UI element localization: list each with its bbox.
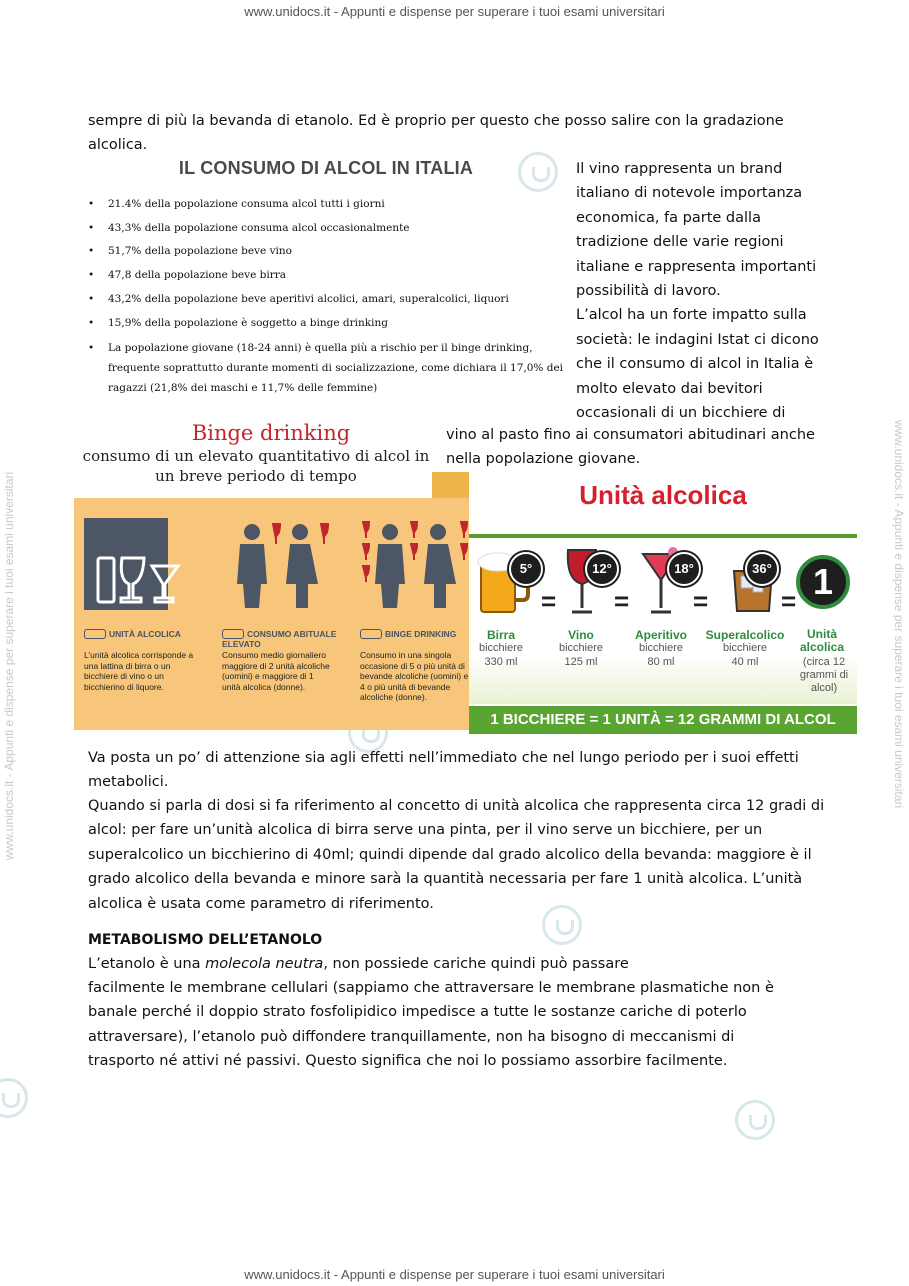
side-column-text-wide xyxy=(446,423,866,472)
list-item: • 43,2% della popolazione beve aperitivi alcolici, amari, superalcolici, liquori xyxy=(108,288,564,312)
unidocs-logo-icon xyxy=(735,1100,775,1140)
text-line: che il consumo di alcol in Italia è xyxy=(576,356,814,373)
degree-badge: 12° xyxy=(585,552,619,586)
right-side-watermark: www.unidocs.it - Appunti e dispense per superare i tuoi esami universitari xyxy=(892,420,906,809)
drink-capacity: bicchiere 40 ml xyxy=(722,642,768,668)
people-drinks-icon xyxy=(222,518,334,610)
binge-heading: CONSUMO ABITUALE ELEVATO xyxy=(222,629,337,649)
text-line: italiane e rappresenta importanti xyxy=(576,258,817,275)
text-line: italiano di notevole importanza xyxy=(576,185,803,202)
binge-column-consumo xyxy=(212,498,337,730)
text-line: molto elevato dai bevitori xyxy=(576,380,763,397)
intro-paragraph: sempre di più la bevanda di etanolo. Ed è proprio per questo che posso salire con la gradazione alcolica. xyxy=(88,113,784,154)
text-line: occasionali di un bicchiere di xyxy=(576,405,786,422)
degree-badge: 5° xyxy=(509,552,543,586)
body-paragraph: L’etanolo è una molecola neutra, non possiede cariche quindi può passare xyxy=(88,956,629,972)
side-column-text xyxy=(576,157,876,425)
binge-panel xyxy=(74,498,469,730)
drink-name: Aperitivo xyxy=(634,628,687,642)
consumo-title: IL CONSUMO DI ALCOL IN ITALIA xyxy=(178,158,474,178)
consumo-list xyxy=(88,193,564,398)
text-line: possibilità di lavoro. xyxy=(576,283,721,300)
drink-capacity: bicchiere 80 ml xyxy=(638,642,684,668)
list-item: • 15,9% della popolazione è soggetto a binge drinking xyxy=(108,312,564,336)
list-item: • La popolazione giovane (18-24 anni) è quella più a rischio per il binge drinking, frequente soprattutto durante momenti di socializzazione, come dichiara il 17,0% dei ragazzi (21,8% dei maschi e 11,7% delle femmine) xyxy=(108,335,564,398)
text-line: vino al pasto fino ai consumatori abitudinari anche xyxy=(446,427,815,443)
glasses-icon xyxy=(84,518,196,610)
one-unit-value: 1 xyxy=(812,561,834,602)
binge-heading: UNITÀ ALCOLICA xyxy=(84,629,181,639)
list-item: • 47,8 della popolazione beve birra xyxy=(108,264,564,288)
list-item: • 43,3% della popolazione consuma alcol occasionalmente xyxy=(108,217,564,241)
text-line: economica, fa parte dalla xyxy=(576,209,761,226)
consumo-alcol-figure xyxy=(88,158,564,408)
section-heading: METABOLISMO DELL’ETANOLO xyxy=(88,932,323,948)
binge-body: Consumo medio giornaliero maggiore di 2 unità alcoliche (uomini) e maggiore di 1 unità alcolica (donne). xyxy=(222,650,330,692)
footer-watermark: www.unidocs.it - Appunti e dispense per superare i tuoi esami universitari xyxy=(244,1267,665,1282)
list-item: • 21.4% della popolazione consuma alcol tutti i giorni xyxy=(108,193,564,217)
left-side-watermark: www.unidocs.it - Appunti e dispense per superare i tuoi esami universitari xyxy=(2,471,16,860)
binge-heading: BINGE DRINKING xyxy=(360,629,456,639)
text-line: società: le indagini Istat ci dicono xyxy=(576,331,819,348)
text-line: L’alcol ha un forte impatto sulla xyxy=(576,307,807,324)
list-item: • 51,7% della popolazione beve vino xyxy=(108,240,564,264)
binge-body: L’unità alcolica corrisponde a una lattina di birra o un bicchiere di vino o un bicchierino di liquore. xyxy=(84,650,194,692)
equals-sign: = xyxy=(693,586,709,616)
drink-capacity: bicchiere 125 ml xyxy=(558,642,604,668)
binge-body: Consumo in una singola occasione di 5 o più unità di bevande alcoliche (uomini) e 4 o più unità di bevande alcoliche (donne). xyxy=(360,650,469,702)
equals-sign: = xyxy=(541,586,557,616)
people-many-drinks-icon xyxy=(360,518,472,610)
binge-title: Binge drinking xyxy=(191,421,351,445)
text-line: Il vino rappresenta un brand xyxy=(576,161,783,177)
binge-subtitle: consumo di un elevato quantitativo di alcol in un breve periodo di tempo xyxy=(82,447,430,485)
unita-title: Unità alcolica xyxy=(579,480,747,510)
result-name: Unità alcolica xyxy=(799,627,845,654)
header-watermark: www.unidocs.it - Appunti e dispense per superare i tuoi esami universitari xyxy=(244,4,665,19)
body-paragraph: facilmente le membrane cellulari (sappiamo che attraversare le membrane plasmatiche non è banale perché il doppio strato fosfolipidico impedisce a tutte le sostanze cariche di poterlo attraversare), l’etanolo può diffondere tranquillamente, non ha bisogno di meccanismi di trasporto né attivi né passivi. Questo significa che noi lo possiamo assorbire facilmente. xyxy=(88,980,774,1070)
unita-alcolica-figure xyxy=(469,476,857,736)
degree-badge: 18° xyxy=(667,552,701,586)
body-paragraph: Va posta un po’ di attenzione sia agli effetti nell’immediato che nel lungo periodo per i suoi effetti metabolici. xyxy=(88,750,799,791)
text-line: nella popolazione giovane. xyxy=(446,451,641,468)
binge-column-unita xyxy=(74,498,199,730)
equals-sign: = xyxy=(614,586,630,616)
unidocs-logo-icon xyxy=(0,1078,28,1118)
drink-name: Birra xyxy=(486,628,515,642)
equals-sign: = xyxy=(781,586,797,616)
unita-footer: 1 BICCHIERE = 1 UNITÀ = 12 GRAMMI DI ALCOL xyxy=(469,706,857,734)
binge-column-binge xyxy=(350,498,475,730)
drink-capacity: bicchiere 330 ml xyxy=(478,642,524,668)
drink-name: Vino xyxy=(568,628,594,642)
drink-name: Superalcolico xyxy=(705,628,785,642)
result-caption: (circa 12 grammi di alcol) xyxy=(799,656,849,694)
degree-badge: 36° xyxy=(745,552,779,586)
body-paragraph: Quando si parla di dosi si fa riferimento al concetto di unità alcolica che rappresenta circa 12 gradi di alcol: per fare un’unità alcolica di birra serve una pinta, per il vino serve un bicchiere, per un superalcolico un bicchierino di 40ml; quindi dipende dal grado alcolico della bevanda: maggiore è il grado alcolico della bevanda e minore sarà la quantità necessaria per fare 1 unità alcolica. L’unità alcolica è usata come parametro di riferimento. xyxy=(88,798,825,912)
text-line: tradizione delle varie regioni xyxy=(576,234,784,251)
binge-drinking-figure xyxy=(73,420,469,732)
